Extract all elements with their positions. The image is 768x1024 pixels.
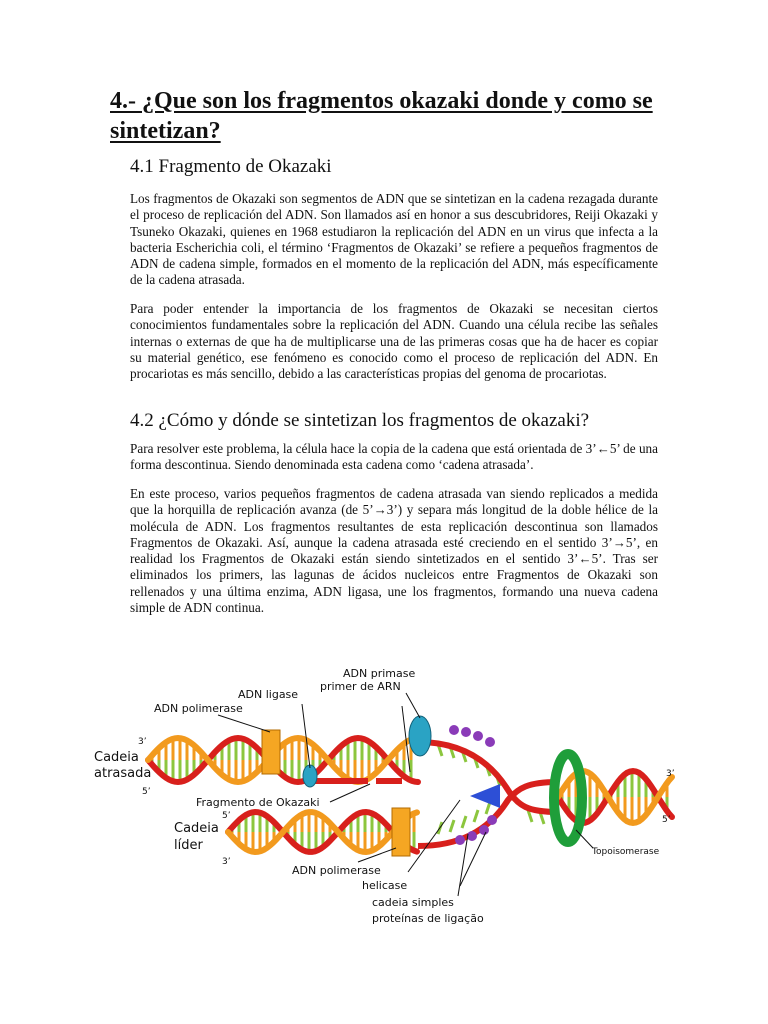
label-adn-primase: ADN primase [343, 667, 416, 680]
base-pair [450, 820, 454, 832]
single-strand-binding-proteins [449, 725, 497, 845]
dna-replication-diagram [88, 660, 680, 932]
label-cadeia-atrasada-2: atrasada [94, 766, 152, 781]
dna-ligase [303, 765, 317, 787]
ssb-protein [479, 825, 489, 835]
page-title: 4.- ¿Que son los fragmentos okazaki donde y como se sintetizan? [110, 88, 653, 144]
label-cadeia-lider-2: líder [174, 838, 203, 853]
ssb-protein [485, 737, 495, 747]
dna-primase [409, 716, 431, 756]
dna-replication-figure [88, 660, 680, 932]
label-helicase: helicase [362, 879, 408, 892]
okazaki-fragment [376, 778, 402, 784]
section-1-title: 4.1 Fragmento de Okazaki [130, 156, 332, 177]
leading-strand-helix [228, 812, 417, 852]
label-cadeia-atrasada-1: Cadeia [94, 750, 139, 765]
label-right-5: 5’ [662, 815, 671, 825]
dna-polymerase-lagging [262, 730, 280, 774]
label-cadeia-lider-1: Cadeia [174, 821, 219, 836]
section-2-title: 4.2 ¿Cómo y dónde se sintetizan los fragmentos de okazaki? [130, 410, 590, 431]
ssb-protein [455, 835, 465, 845]
lagging-strand-helix [148, 738, 418, 782]
section-2-paragraph-1: Para resolver este problema, la célula hace la copia de la cadena que está orientada de 3’←5’ de una forma descontinua. Siendo denominada esta cadena como ‘cadena atrasada’. [130, 441, 658, 473]
section-1-paragraph-2: Para poder entender la importancia de los fragmentos de Okazaki se necesitan ciertos conocimientos fundamentales sobre la replicación del ADN. Cuando una célula recibe las señales internas o externas de que ha de multiplicarse una de las primeras cosas que ha de hacer es copiar su material genético, ese fenómeno es conocido como el proceso de replicación del ADN. En procariotas es más sencillo, debido a las características propias del genoma de procariotas. [130, 301, 658, 382]
ssb-protein [449, 725, 459, 735]
label-bottom-left-3: 3’ [222, 857, 231, 867]
parent-helix [558, 771, 672, 823]
section-1-paragraph-1: Los fragmentos de Okazaki son segmentos de ADN que se sintetizan en la cadena rezagada durante el proceso de replicación del ADN. Son llamados así en honor a sus descubridores, Reiji Okazaki y Tsuneko Okazaki, quienes en 1968 estudiaron la replicación del ADN en un virus que infecta a la bacteria Escherichia coli, el término ‘Fragmentos de Okazaki’ se refiere a pequeños fragmentos de ADN de cadena simple, formados en el momento de la replicación del ADN, más específicamente de la cadena atrasada. [130, 191, 658, 288]
label-adn-polimerase-bottom: ADN polimerase [292, 864, 381, 877]
label-proteinas-ligacao: proteínas de ligação [372, 912, 484, 925]
label-primer-arn: primer de ARN [320, 680, 401, 693]
okazaki-fragments [308, 778, 402, 784]
base-pair [462, 816, 466, 828]
base-pair [474, 810, 478, 822]
section-2-paragraph-2: En este proceso, varios pequeños fragmentos de cadena atrasada van siendo replicados a medida que la horquilla de replicación avanza (de 5’→3’) y separa más longitud de la doble hélice de la molécula de ADN. Los fragmentos resultantes de esta replicación descontinua son llamados Fragmentos de Okazaki. Así, aunque la cadena atrasada esté creciendo en el sentido 3’→5’, en realidad los Fragmentos de Okazaki están siendo sintetizados en el sentido 3’←5’. Tras ser eliminados los primers, las lagunas de ácidos nucleicos entre Fragmentos de Okazaki son rellenados y una última enzima, ADN ligasa, une los fragmentos, formando una nueva cadena simple de ADN continua. [130, 486, 658, 616]
base-pair [486, 802, 490, 814]
label-adn-ligase: ADN ligase [238, 688, 299, 701]
helicase [470, 784, 500, 808]
ssb-protein [473, 731, 483, 741]
label-fragmento-okazaki: Fragmento de Okazaki [196, 796, 320, 809]
ssb-protein [461, 727, 471, 737]
label-top-left-3: 3’ [138, 737, 147, 747]
label-cadeia-simples: cadeia simples [372, 896, 454, 909]
label-topoisomerase: Topoisomerase [592, 847, 660, 857]
ssb-protein [487, 815, 497, 825]
ssb-protein [467, 831, 477, 841]
label-right-3: 3’ [666, 769, 675, 779]
label-adn-polimerase-top: ADN polimerase [154, 702, 243, 715]
label-top-left-5: 5’ [142, 787, 151, 797]
pointer-lines [218, 693, 593, 896]
label-bottom-left-5: 5’ [222, 811, 231, 821]
